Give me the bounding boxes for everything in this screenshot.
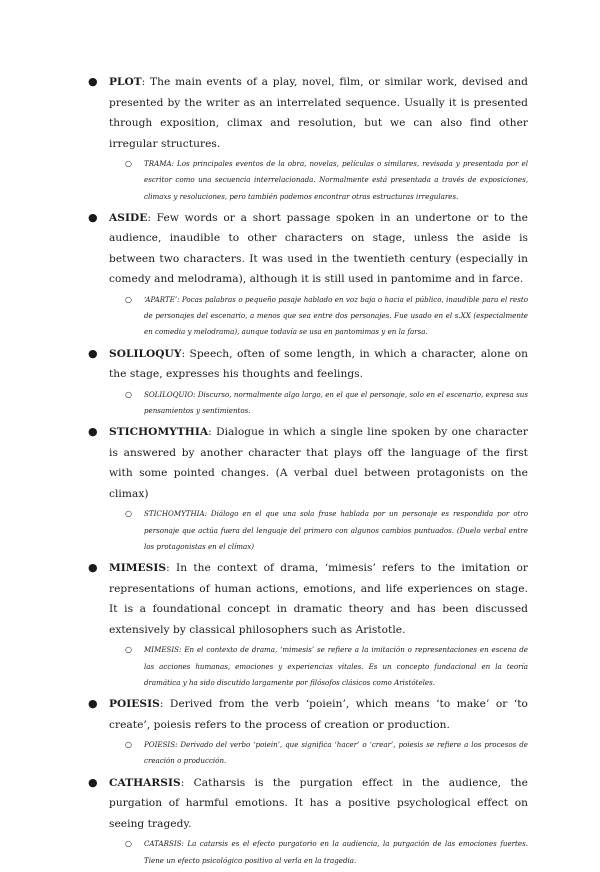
- entry-text: [109, 558, 528, 640]
- bullet-icon: ●: [88, 346, 98, 360]
- entry-definition: : The main events of a play, novel, film, or similar work, devised and presented by the writer as an interrelated sequence. Usually it is presented through exposition, climax and resolution, but we can also find other irregular structures.: [109, 76, 528, 150]
- entry-definition: : Derived from the verb ‘poiein’, which means ‘to make’ or ‘to create’, poiesis refers to the process of creation or production.: [109, 698, 528, 731]
- bullet-icon: ●: [88, 210, 98, 224]
- entry-term: STICHOMYTHIA: [109, 426, 209, 439]
- sub-bullet-icon: ○: [125, 389, 132, 399]
- sub-bullet-icon: ○: [125, 294, 132, 304]
- entry-definition: : Few words or a short passage spoken in an undertone or to the audience, inaudible to other characters on stage, unless the aside is between two characters. It was used in the twentieth century (especially in comedy and melodrama), although it is still used in pantomime and in farce.: [109, 211, 528, 286]
- sub-bullet-icon: ○: [125, 509, 132, 519]
- bullet-icon: ●: [88, 697, 98, 711]
- glossary-entry-mimesis: [0, 558, 600, 691]
- sub-bullet-icon: ○: [125, 645, 132, 655]
- entry-translation: CATARSIS: La catarsis es el efecto purgatorio en la audiencia, la purgación de las emociones fuertes. Tiene un efecto psicológico positivo al verla en la tragedia.: [144, 839, 528, 865]
- sub-bullet-icon: ○: [125, 740, 132, 750]
- entry-term: POIESIS: [109, 698, 160, 711]
- glossary-list: [0, 72, 600, 872]
- entry-translation: STICHOMYTHIA: Diálogo en el que una sola frase hablada por un personaje es respondida por otro personaje que actúa fuera del lenguaje del primero con algunos cambios puntuados. (Duelo verbal entre los protagonistas en el clímax): [144, 509, 528, 551]
- entry-term: ASIDE: [109, 211, 148, 224]
- entry-text: [109, 72, 528, 154]
- entry-definition: : In the context of drama, ‘mimesis’ refers to the imitation or representations of human actions, emotions, and life experiences on stage. It is a foundational concept in dramatic theory and has been discussed extensively by classical philosophers such as Aristotle.: [109, 562, 528, 636]
- glossary-entry-plot: [0, 72, 600, 205]
- entry-translation: TRAMA: Los principales eventos de la obra, novelas, películas o similares, revisada y presentada por el escritor como una secuencia interrelacionada. Normalmente está presentada a través de exposiciones, climaxs y resoluciones, pero también podemos encontrar otras estructuras irregulares.: [144, 159, 528, 201]
- entry-translation: MIMESIS: En el contexto de drama, ‘mimesis’ se refiere a la imitación o representaciones en escena de las acciones humanas, emociones y experiencias vitales. Es un concepto fundacional en la teoría dramática y ha sido discutido largamente por filósofos clásicos como Aristóteles.: [144, 645, 528, 687]
- bullet-icon: ●: [88, 425, 98, 439]
- entry-term: SOLILOQUY: [109, 347, 182, 360]
- entry-term: PLOT: [109, 76, 142, 88]
- entry-text: [109, 344, 528, 385]
- glossary-entry-aside: [0, 208, 600, 341]
- entry-text: [109, 773, 528, 835]
- sub-bullet-icon: ○: [125, 839, 132, 849]
- entry-translation: SOLILOQUIO: Discurso, normalmente algo largo, en el que el personaje, solo en el escenario, expresa sus pensamientos y sentimientos.: [144, 389, 528, 416]
- bullet-icon: ●: [88, 75, 98, 88]
- entry-term: CATHARSIS: [109, 776, 181, 789]
- entry-translation: ‘APARTE’: Pocas palabras o pequeño pasaje hablado en voz baja o hacia el público, inaudible para el resto de personajes del escenario, a menos que sea entre dos personajes. Fue usado en el s.XX (especialmente en comedia y melodrama), aunque todavía se usa en pantomimas y en la farsa.: [144, 294, 528, 337]
- bullet-icon: ●: [88, 775, 98, 789]
- glossary-entry-poiesis: [0, 694, 600, 770]
- glossary-entry-catharsis: [0, 773, 600, 869]
- entry-definition: : Catharsis is the purgation effect in the audience, the purgation of harmful emotions. It has a positive psychological effect on seeing tragedy.: [109, 776, 528, 830]
- entry-definition: : Speech, often of some length, in which a character, alone on the stage, expresses his thoughts and feelings.: [109, 347, 528, 381]
- entry-translation: POIESIS: Derivado del verbo ‘poiein’, que significa ‘hacer’ o ‘crear’, poiesis se refiere a los procesos de creación o producción.: [144, 740, 528, 766]
- sub-bullet-icon: ○: [125, 159, 132, 168]
- glossary-entry-soliloquy: [0, 344, 600, 420]
- entry-text: [109, 208, 528, 290]
- bullet-icon: ●: [88, 561, 98, 575]
- entry-text: [109, 694, 528, 735]
- entry-text: [109, 422, 528, 504]
- glossary-entry-stichomythia: [0, 422, 600, 555]
- entry-definition: : Dialogue in which a single line spoken by one character is answered by another character that plays off the language of the first with some pointed changes. (A verbal duel between protagonists on the climax): [109, 426, 528, 500]
- entry-term: MIMESIS: [109, 562, 167, 575]
